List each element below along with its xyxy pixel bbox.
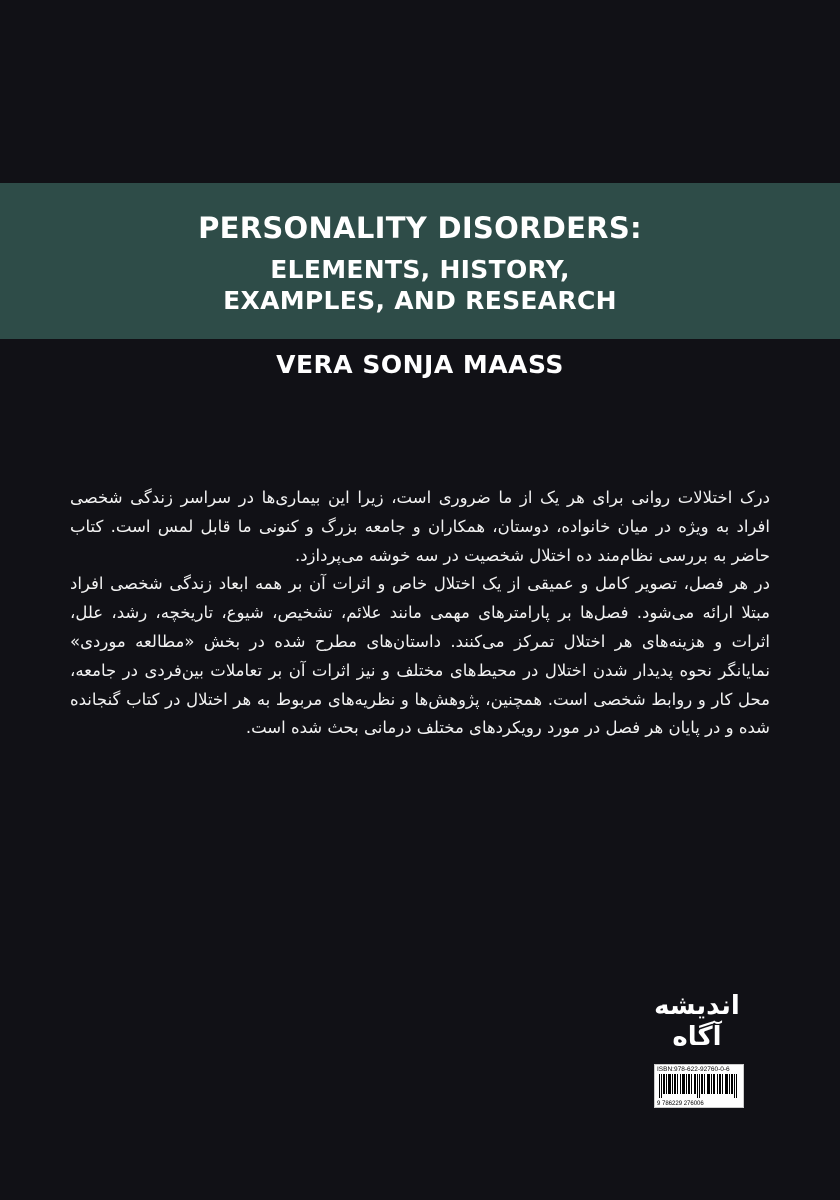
barcode-digits: 9 786229 276006: [657, 1101, 704, 1107]
author-name: VERA SONJA MAASS: [276, 350, 564, 379]
isbn-barcode: [654, 1064, 744, 1108]
isbn-label: ISBN:978-622-92760-0-6: [657, 1066, 730, 1073]
publisher-logo-line-1: اندیشه: [654, 991, 740, 1021]
back-cover-blurb: [70, 484, 770, 743]
blurb-paragraph-2: در هر فصل، تصویر کامل و عمیقی از یک اختلال خاص و اثرات آن بر همه ابعاد زندگی شخصی افراد مبتلا ارائه می‌شود. فصل‌ها بر پارامترهای مهمی مانند علائم، تشخیص، شیوع، تاریخچه، رشد، علل، اثرات و هزینه‌های هر اختلال تمرکز می‌کنند. داستان‌های مطرح شده در بخش «مطالعه موردی» نمایانگر نحوه پدیدار شدن اختلال در محیط‌های مختلف و نیز اثرات آن بر تعاملات بین‌فردی در جامعه، محل کار و روابط شخصی است. همچنین، پژوهش‌ها و نظریه‌های مربوط به هر اختلال در کتاب گنجانده شده و در پایان هر فصل در مورد رویکردهای مختلف درمانی بحث شده است.: [70, 574, 770, 738]
book-title-line-1: PERSONALITY DISORDERS:: [198, 211, 642, 245]
title-band: [0, 183, 840, 339]
publisher-logo-line-2: آگاه: [672, 1022, 722, 1052]
book-title-line-2: ELEMENTS, HISTORY,: [270, 255, 570, 284]
book-title-line-3: EXAMPLES, AND RESEARCH: [223, 286, 617, 315]
blurb-paragraph-1: درک اختلالات روانی برای هر یک از ما ضروری است، زیرا این بیماری‌ها در سراسر زندگی شخصی افراد به ویژه در میان خانواده، دوستان، همکاران و جامعه بزرگ و کنونی ما قابل لمس است. کتاب حاضر به بررسی نظام‌مند ده اختلال شخصیت در سه خوشه می‌پردازد.: [70, 488, 770, 565]
barcode-bars: [659, 1074, 739, 1098]
publisher-logo: [652, 990, 742, 1052]
